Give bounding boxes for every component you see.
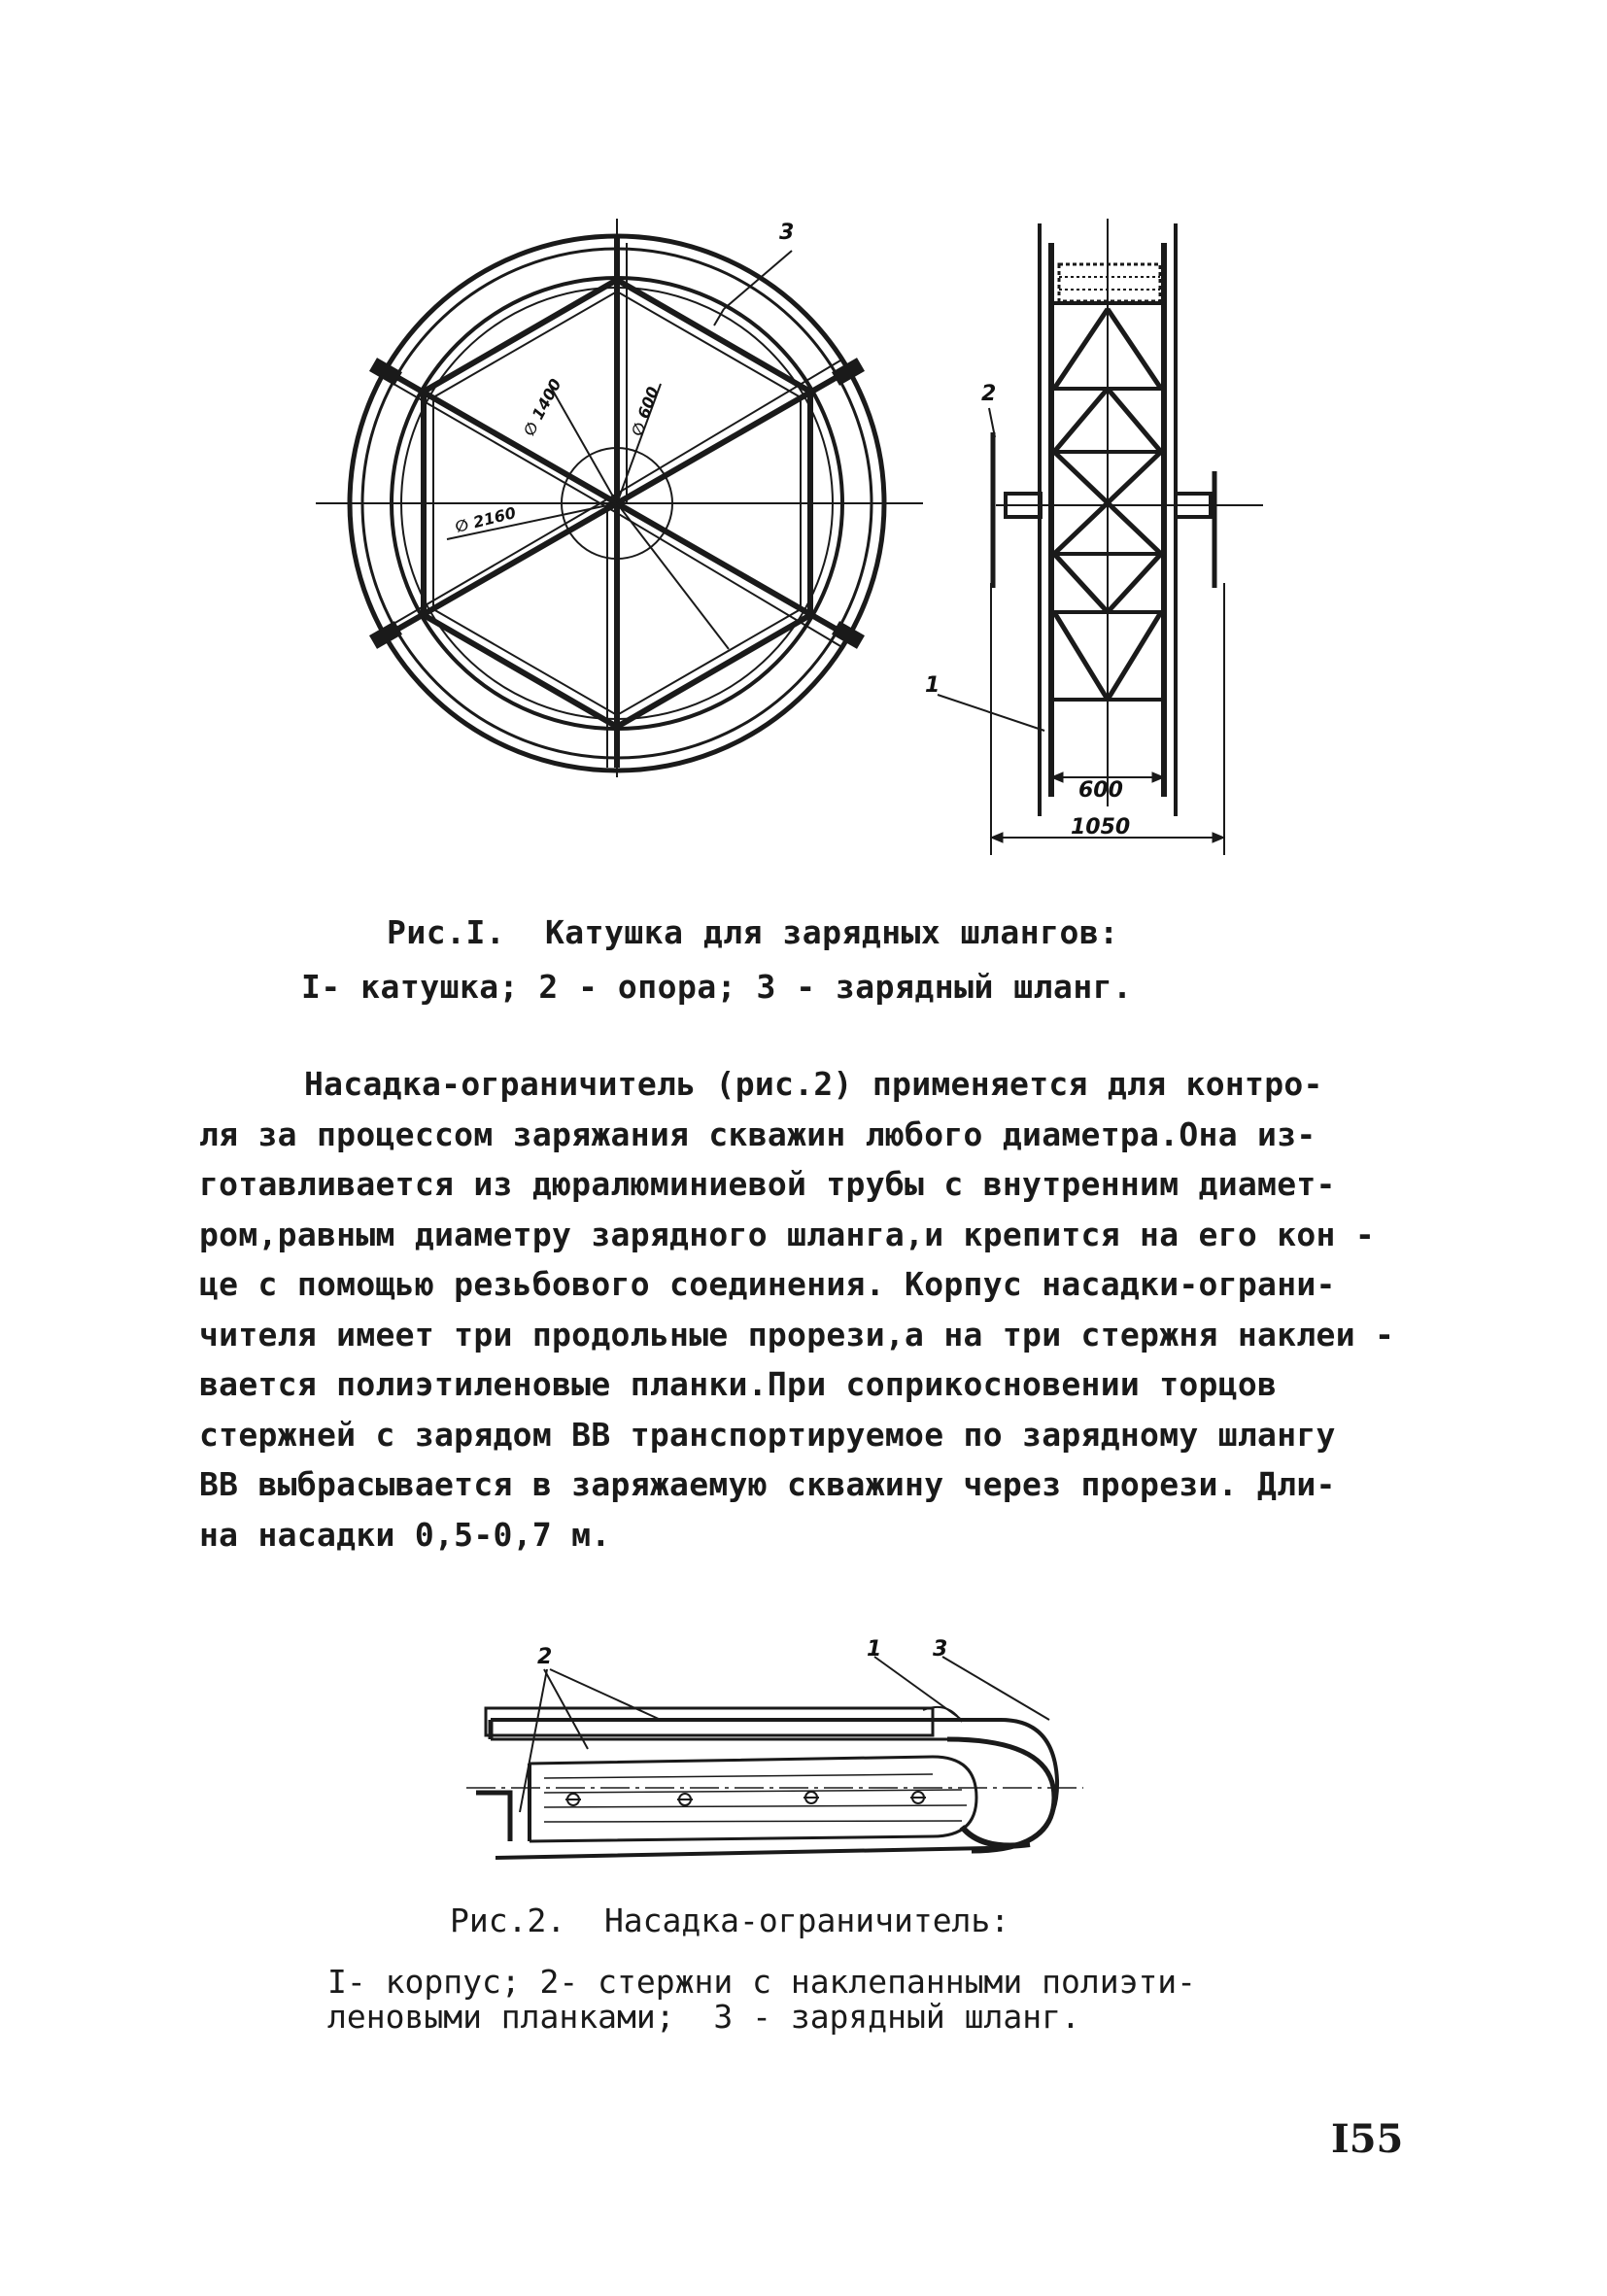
figure-1-hose-reel (0, 0, 1607, 874)
body-line: готавливается из дюралюминиевой трубы с внутренним диамет- (199, 1165, 1336, 1203)
figure-2-caption-title: Рис.2. Насадка-ограничитель: (450, 1902, 1010, 1939)
body-line: ром,равным диаметру зарядного шланга,и крепится на его кон - (199, 1215, 1376, 1253)
body-line: ВВ выбрасывается в заряжаемую скважину через прорези. Дли- (199, 1465, 1336, 1503)
nozzle-callout-2: 2 (537, 1645, 553, 1669)
page-number: I55 (1331, 2116, 1404, 2162)
figure-1-caption-title: Рис.I. Катушка для зарядных шлангов: (387, 913, 1119, 951)
figure-2-caption-legend-line1: I- корпус; 2- стержни с наклепанными полиэти- (327, 1963, 1197, 2001)
nozzle-callout-1: 1 (867, 1637, 882, 1662)
reel-dim-text-b: ∅ 600 (627, 384, 663, 439)
reel-dim-text-c: ∅ 2160 (453, 503, 518, 536)
side-dim-outer: 1050 (1071, 815, 1131, 840)
body-line: ля за процессом заряжания скважин любого диаметра.Она из- (199, 1114, 1316, 1153)
body-line: чителя имеет три продольные прорези,а на три стержня наклеи - (199, 1315, 1395, 1354)
figure-2-limiter-nozzle (0, 1603, 1607, 1895)
reel-side-view (938, 219, 1263, 855)
reel-dim-text-a: ∅ 1400 (519, 375, 565, 439)
body-line: вается полиэтиленовые планки.При соприкосновении торцов (199, 1365, 1278, 1403)
side-callout-1: 1 (925, 673, 940, 698)
side-dim-inner: 600 (1078, 778, 1123, 803)
reel-callout-3: 3 (779, 221, 795, 245)
nozzle-callout-3: 3 (933, 1637, 948, 1662)
body-line: стержней с зарядом ВВ транспортируемое по зарядному шлангу (199, 1415, 1336, 1454)
side-callout-2: 2 (981, 382, 997, 406)
figure-2-caption-legend-line2: леновыми планками; 3 - зарядный шланг. (327, 1998, 1080, 2036)
figure-1-caption-legend: I- катушка; 2 - опора; 3 - зарядный шланг. (301, 968, 1133, 1006)
body-paragraph (199, 1059, 1453, 1559)
body-line: Насадка-ограничитель (рис.2) применяется для контро- (304, 1065, 1323, 1103)
body-line: на насадки 0,5-0,7 м. (199, 1515, 611, 1554)
body-line: це с помощью резьбового соединения. Корпус насадки-ограни- (199, 1265, 1336, 1303)
reel-front-view (316, 219, 923, 777)
